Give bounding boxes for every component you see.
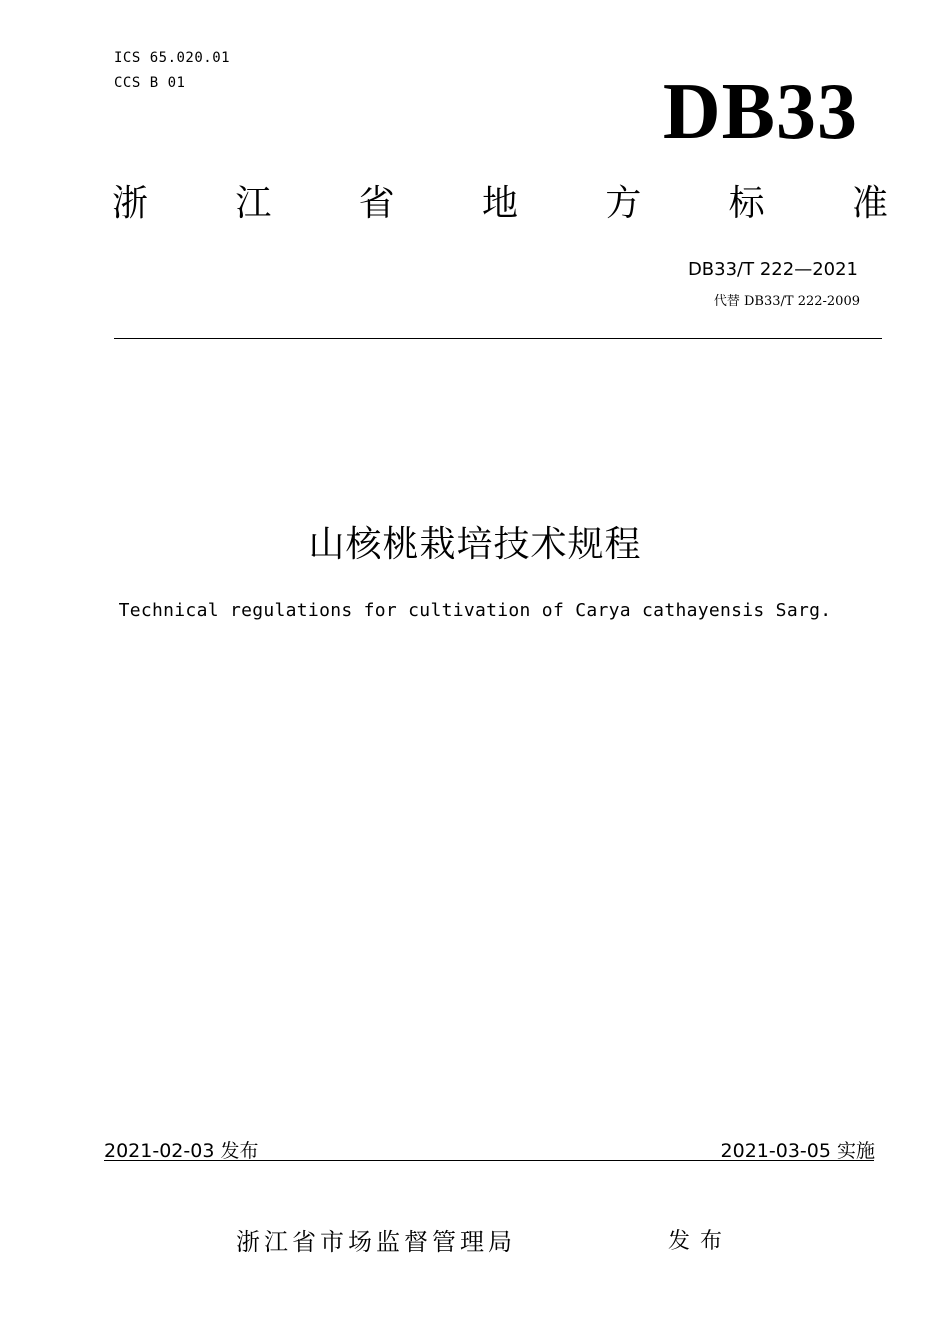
db-mark: DB33 (662, 68, 858, 156)
standard-category-char: 省 (358, 183, 395, 224)
replaces-note: 代替 DB33/T 222-2009 (713, 294, 860, 309)
document-title-cn: 山核桃栽培技术规程 (308, 524, 642, 565)
standard-category-char: 准 (851, 183, 888, 224)
standard-category-char: 浙 (112, 183, 149, 224)
standard-category-char: 地 (481, 183, 518, 224)
header-divider (114, 338, 882, 339)
footer-divider (104, 1160, 874, 1161)
ccs-code: CCS B 01 (114, 75, 186, 91)
standard-category-char: 标 (728, 183, 765, 224)
standard-number: DB33/T 222—2021 (687, 259, 858, 280)
publish-date: 2021-02-03 发布 (104, 1140, 259, 1162)
standard-category (112, 183, 888, 224)
issuing-authority: 浙江省市场监督管理局 (236, 1228, 516, 1256)
ics-code: ICS 65.020.01 (114, 50, 231, 66)
issue-label: 发布 (668, 1229, 733, 1254)
standard-category-char: 方 (605, 183, 642, 224)
standard-category-char: 江 (235, 183, 272, 224)
implement-date: 2021-03-05 实施 (720, 1140, 875, 1162)
document-title-en: Technical regulations for cultivation of Carya cathayensis Sarg. (118, 600, 832, 621)
